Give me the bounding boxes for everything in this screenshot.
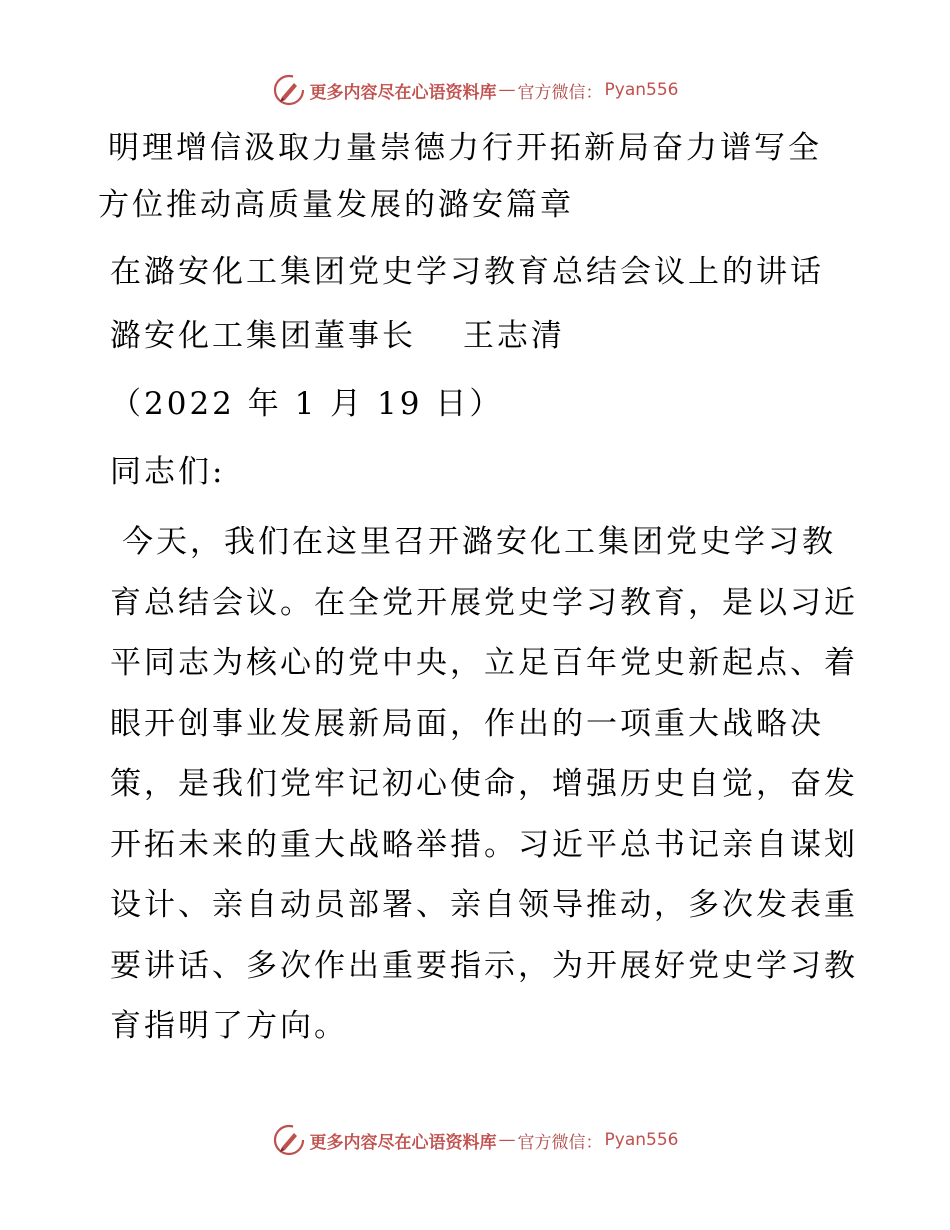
watermark-brand: 更多内容尽在心语资料库 xyxy=(309,82,497,103)
speech-greeting: 同志们: xyxy=(110,454,226,490)
paragraph-line: 今天，我们在这里召开潞安化工集团党史学习教 xyxy=(122,524,836,560)
watermark-separator: — xyxy=(498,1130,516,1150)
document-title xyxy=(98,120,858,234)
pen-logo-icon xyxy=(272,1123,306,1157)
watermark-separator: — xyxy=(498,80,516,100)
speech-author: 潞安化工集团董事长 王志清 xyxy=(110,318,565,354)
paragraph-line: 要讲话、多次作出重要指示，为开展好党史学习教 xyxy=(110,947,858,984)
paragraph-line: 育总结会议。在全党开展党史学习教育，是以习近 xyxy=(110,584,858,621)
paragraph-line: 开拓未来的重大战略举措。习近平总书记亲自谋划 xyxy=(110,826,858,863)
document-body xyxy=(98,120,858,1057)
paragraph-line: 育指明了方向。 xyxy=(110,1008,348,1044)
title-line-2: 方位推动高质量发展的潞安篇章 xyxy=(98,187,574,223)
title-line-1: 明理增信汲取力量崇德力行开拓新局奋力谱写全 xyxy=(108,130,822,166)
pen-logo-icon xyxy=(272,73,306,107)
speech-paragraph xyxy=(98,512,858,1057)
speech-date: （2022 年 1 月 19 日） xyxy=(110,386,504,422)
paragraph-line: 眼开创事业发展新局面，作出的一项重大战略决 xyxy=(110,705,824,742)
watermark-header xyxy=(0,70,950,110)
watermark-wechat-id: Pyan556 xyxy=(604,1130,679,1150)
watermark-footer xyxy=(0,1120,950,1160)
paragraph-line: 策，是我们党牢记初心使命，增强历史自觉，奋发 xyxy=(110,766,858,802)
watermark-wechat-label: 官方微信： xyxy=(517,1132,603,1153)
paragraph-line: 设计、亲自动员部署、亲自领导推动，多次发表重 xyxy=(110,887,858,923)
speech-subtitle: 在潞安化工集团党史学习教育总结会议上的讲话 xyxy=(110,254,824,290)
watermark-brand: 更多内容尽在心语资料库 xyxy=(309,1132,497,1153)
watermark-wechat-label: 官方微信： xyxy=(517,82,603,103)
paragraph-line: 平同志为核心的党中央，立足百年党史新起点、着 xyxy=(110,645,858,681)
watermark-wechat-id: Pyan556 xyxy=(604,80,679,100)
